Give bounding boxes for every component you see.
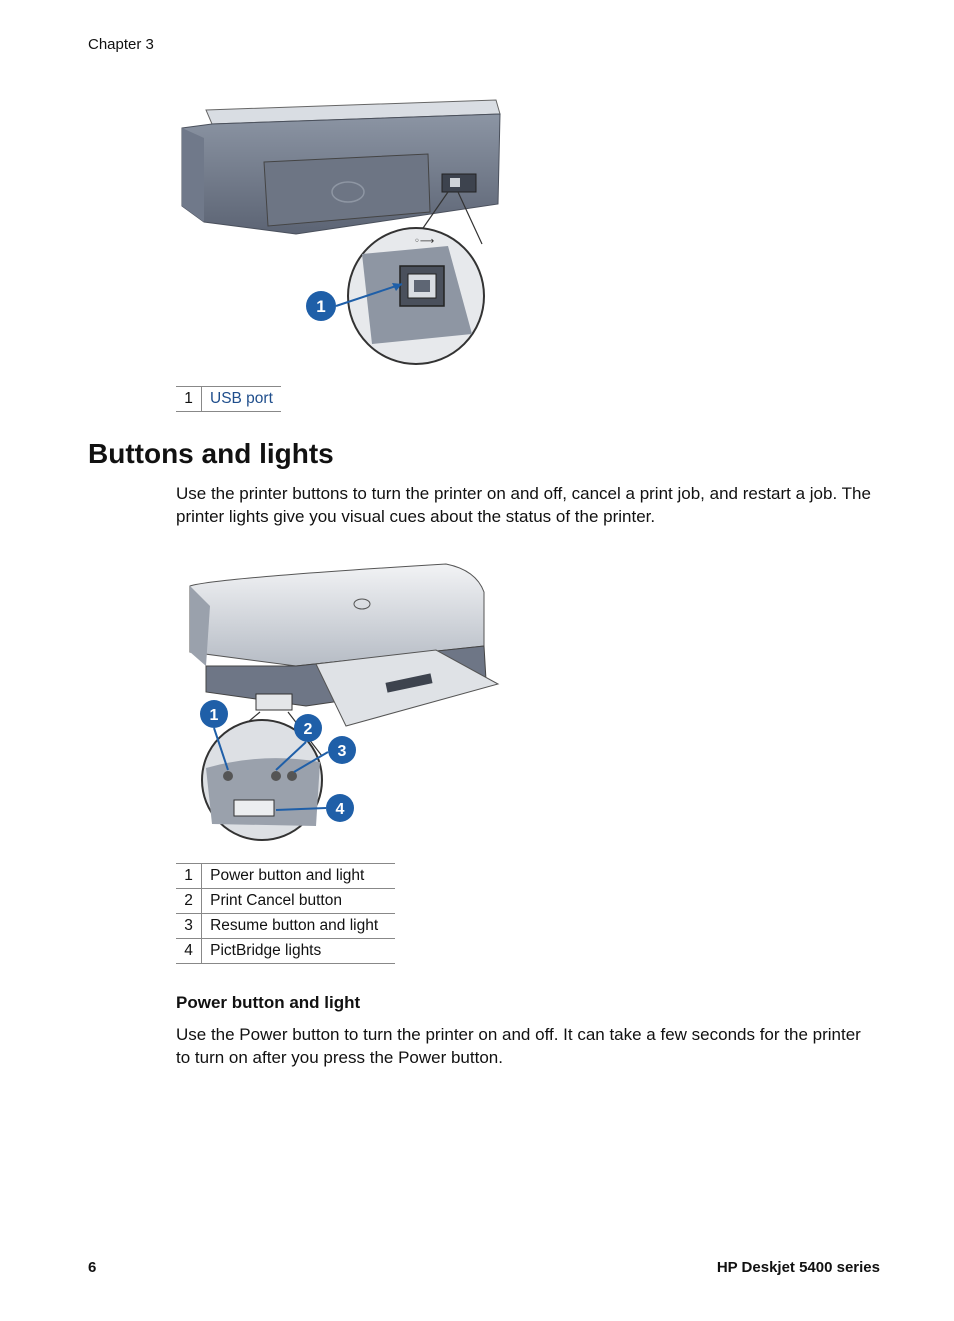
usb-port-link[interactable]: USB port xyxy=(202,387,281,412)
subsection-title: Power button and light xyxy=(176,993,361,1012)
table-row xyxy=(176,387,281,412)
callout-label: Resume button and light xyxy=(202,914,395,939)
subsection-body: Use the Power button to turn the printer on and off. It can take a few seconds for the printer to turn on after you press the Power button. xyxy=(176,1025,861,1067)
svg-text:◦⟶: ◦⟶ xyxy=(414,236,435,247)
callout-number: 1 xyxy=(176,387,202,412)
callout-label: PictBridge lights xyxy=(202,939,395,964)
section-intro: Use the printer buttons to turn the printer on and off, cancel a print job, and restart a job. The printer lights give you visual cues about the status of the printer. xyxy=(176,484,871,526)
table-row xyxy=(176,889,395,914)
usb-port-callout-table xyxy=(176,386,281,412)
figure2-callout-3: 3 xyxy=(337,743,347,760)
callout-number: 2 xyxy=(176,889,202,914)
callout-number: 1 xyxy=(176,864,202,889)
printer-front-illustration xyxy=(176,556,502,846)
product-name: HP Deskjet 5400 series xyxy=(716,1259,880,1276)
figure1-callout-number: 1 xyxy=(316,297,326,316)
figure2-callout-1: 1 xyxy=(209,707,219,724)
chapter-label: Chapter 3 xyxy=(88,36,154,53)
table-row xyxy=(176,914,395,939)
page-number: 6 xyxy=(88,1259,97,1276)
callout-number: 4 xyxy=(176,939,202,964)
figure2-callout-2: 2 xyxy=(303,721,313,738)
printer-rear-illustration xyxy=(176,94,506,368)
table-row xyxy=(176,864,395,889)
callout-label: Power button and light xyxy=(202,864,395,889)
callout-number: 3 xyxy=(176,914,202,939)
table-row xyxy=(176,939,395,964)
callout-label: Print Cancel button xyxy=(202,889,395,914)
section-title: Buttons and lights xyxy=(88,438,334,469)
buttons-callout-table xyxy=(176,863,395,964)
figure2-callout-4: 4 xyxy=(335,801,345,818)
